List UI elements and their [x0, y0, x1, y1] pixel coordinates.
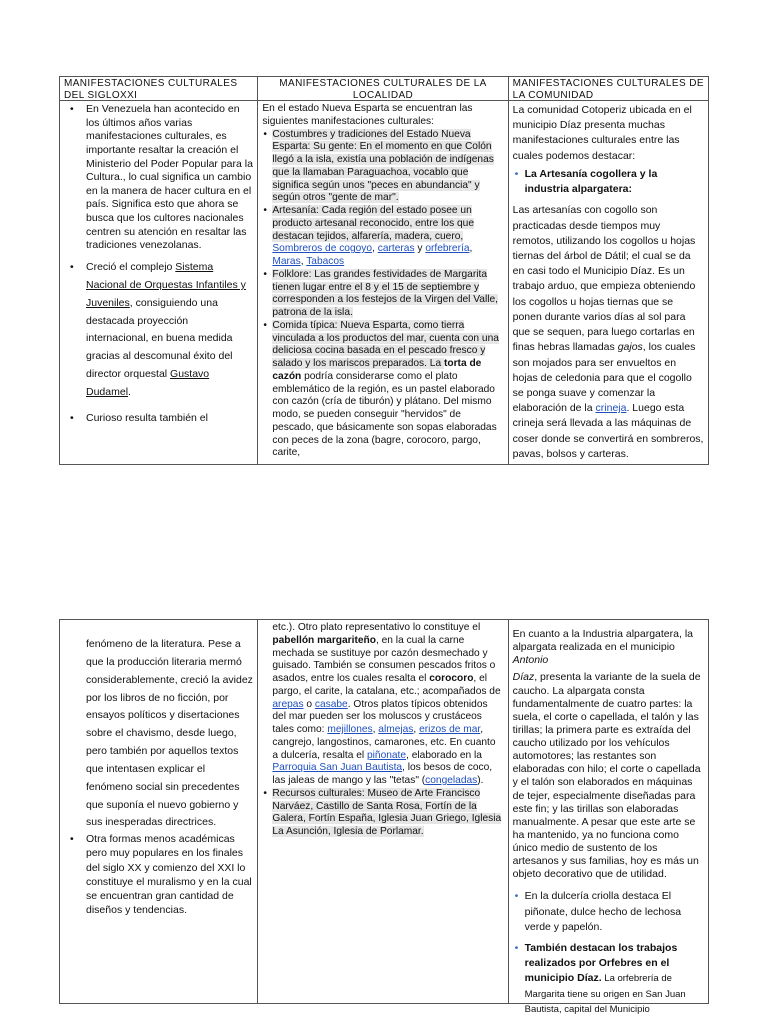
link-maras[interactable]: Maras — [272, 256, 301, 267]
header-siglo-xxi: MANIFESTACIONES CULTURALES DEL SIGLOXXI — [60, 77, 257, 101]
col-siglo-xxi — [60, 77, 258, 464]
paragraph: Díaz, presenta la variante de la suela de caucho. La alpargata consta fundamentalmente de cuatro partes: la suela, el corte o capellada, el talón y las tirillas; la primera parte es extraída del caucho utilizado por los vehículos automotores; las restantes son elaboradas con hilo; el corte o capellada y el talón son elaborados en máquinas de tejer, especialmente diseñadas para este fin; y las tirillas son elaboradas manualmente. A pesar que este arte se ha mantenido, ya no funciona como único medio de sustento de los artesanos y sus familias, hoy es más un objeto decorativo que de utilidad. — [512, 671, 701, 881]
list-item: • En la dulcería criolla destaca El piñonate, dulce hecho de lechosa verde y papelón. — [513, 889, 704, 935]
link-mejillones[interactable]: mejillones — [327, 724, 373, 735]
list-item: • Artesanía: Cada región del estado posee un producto artesanal reconocido, entre los que destacan tejidos, alfarería, madera, cuero, Sombreros de cogoyo, carteras y orfebrería, Maras, Tabacos — [262, 205, 503, 269]
list-item: • En Venezuela han acontecido en los últimos años varias manifestaciones culturales, es importante resaltar la creación el Ministerio del Poder Popular para la Cultura., lo cual significa un cambio en la manera de hacer cultura en el país. Significa esto que ahora se busca que los cultores nacionales centren su atención en resaltar las tradiciones venezolanas. — [64, 103, 253, 253]
list-item: • Curioso resulta también el — [64, 412, 253, 426]
list-item: • Otra formas menos académicas pero muy populares en los finales del siglo XX y comienzo del XXI lo constituye el muralismo y en la cual se encuentran gran cantidad de diseños y tendencias. — [64, 832, 253, 917]
link-arepas[interactable]: arepas — [272, 698, 304, 710]
list-item: • La Artesanía cogollera y la industria alpargatera: — [513, 167, 704, 197]
header-comunidad: MANIFESTACIONES CULTURALES DE LA COMUNIDAD — [509, 77, 708, 101]
link-casabe[interactable]: casabe — [314, 698, 348, 710]
link-congeladas[interactable]: congeladas — [425, 775, 478, 786]
paragraph: Las artesanías con cogollo son practicadas desde tiempos muy remotos, utilizando los cogollos u hojas tiernas del árbol de Dátil; el cual se da en casi todo el Municipio Díaz. Es un trabajo arduo, que empieza obteniendo los cogollos u hojas tiernas que se ponen durante varios días al sol para que se sequen, para luego cortarlas en finas hebras llamadas gajos, los cuales son mojados para ser envueltos en hojas de celedonia para que el cogollo se ponga suave y comenzar la elaboración de la crineja. Luego esta crineja será llevada a las máquinas de coser donde se convertirá en sombreros, pavas, bolsos y carteras. — [512, 204, 704, 460]
paragraph: etc.). Otro plato representativo lo constituye el pabellón margariteño, en la cual la carne mechada se sustituye por cazón desmechado y guisado. También se consumen pescados fritos o asados, entre los cuales resalta el corocoro, el pargo, el carite, la catalana, etc.; acompañados de arepas o casabe. Otros platos típicos obtenidos del mar pueden ser los moluscos y crustáceos tales como: mejillones, almejas, erizos de mar, cangrejo, langostinos, camarones, etc. En cuanto a dulcería, resalta el piñonate, elaborado en la Parroquia San Juan Bautista, los besos de coco, las jaleas de mango y las "tetas" (congeladas). — [272, 622, 501, 786]
list-item: • Creció el complejo Sistema Nacional de Orquestas Infantiles y Juveniles, consiguiendo una destacada proyección internacional, en buena medida gracias al descomunal éxito del director orquestal Gustavo Dudamel. — [64, 259, 253, 402]
intro-text: En el estado Nueva Esparta se encuentran las siguientes manifestaciones culturales: — [262, 103, 473, 127]
list-item: • Recursos culturales: Museo de Arte Francisco Narváez, Castillo de Santa Rosa, Fortín de la Galera, Fortín España, Iglesia Juan Griego, Iglesia La Asunción, Iglesia de Porlamar. — [262, 788, 503, 839]
col-localidad — [258, 77, 508, 464]
paragraph: fenómeno de la literatura. Pese a que la producción literaria mermó considerablemente, creció la avidez por los libros de no ficción, por ensayos políticos y disertaciones sobre el chavismo, desde luego, pero también por aquellos textos que intentasen explicar el fenómeno social sin precedentes que suponía el nuevo gobierno y sus inesperadas directrices. — [86, 638, 253, 829]
link-crineja[interactable]: crineja — [595, 402, 627, 415]
table-bottom — [59, 619, 709, 1015]
table-top — [59, 76, 709, 465]
col-comunidad-cont — [509, 620, 708, 1015]
link-orfebreria[interactable]: orfebrería — [425, 243, 470, 255]
paragraph: En cuanto a la Industria alpargatera, la alpargata realizada en el municipio Antonio — [512, 628, 693, 667]
list-item: • Costumbres y tradiciones del Estado Nueva Esparta: Su gente: En el momento en que Colón llegó a la isla, existía una población de indígenas que la llamaban Paraguachoa, vocablo que significa según unos "peces en abundancia" y según otros "gente de mar". — [262, 129, 503, 206]
link-parroquia[interactable]: Parroquia San Juan Bautista — [272, 762, 403, 774]
col-comunidad — [509, 77, 708, 464]
link-gustavo-dudamel[interactable]: Gustavo Dudamel — [86, 368, 210, 398]
link-carteras[interactable]: carteras — [377, 243, 415, 255]
link-sistema-orquestas[interactable]: Sistema Nacional de Orquestas Infantiles y Juveniles — [86, 261, 246, 309]
link-sombreros[interactable]: Sombreros de cogoyo — [272, 243, 373, 255]
col-siglo-xxi-cont — [60, 620, 258, 1003]
col-localidad-cont — [258, 620, 508, 1003]
header-localidad: MANIFESTACIONES CULTURALES DE LA LOCALIDAD — [258, 77, 507, 101]
list-item: • También destacan los trabajos realizados por Orfebres en el municipio Díaz. La orfebrería de Margarita tiene su origen en San Juan Bautista, capital del Municipio — [513, 941, 704, 1017]
link-erizos[interactable]: erizos de mar — [419, 724, 481, 735]
list-item: • Comida típica: Nueva Esparta, como tierra vinculada a los productos del mar, cuenta con una deliciosa cocina basada en el pescado fresco y salado y los mariscos preparados. La torta de cazón podría considerarse como el plato emblemático de la región, es un pastel elaborado con cazón (cría de tiburón) y plátano. Del mismo modo, se pueden conseguir "hervidos" de pescado, que básicamente son sopas elaboradas con peces de la zona (bagre, corocoro, pargo, carite, — [262, 320, 503, 460]
intro-text: La comunidad Cotoperiz ubicada en el municipio Díaz presenta muchas manifestaciones culturales entre las cuales podemos destacar: — [512, 104, 692, 162]
link-tabacos[interactable]: Tabacos — [306, 256, 345, 267]
list-item: • Folklore: Las grandes festividades de Margarita tienen lugar entre el 8 y el 15 de septiembre y corresponden a los festejos de la Virgen del Valle, patrona de la isla. — [262, 269, 503, 320]
link-pinonate[interactable]: piñonate — [366, 749, 407, 761]
link-almejas[interactable]: almejas — [378, 724, 414, 735]
